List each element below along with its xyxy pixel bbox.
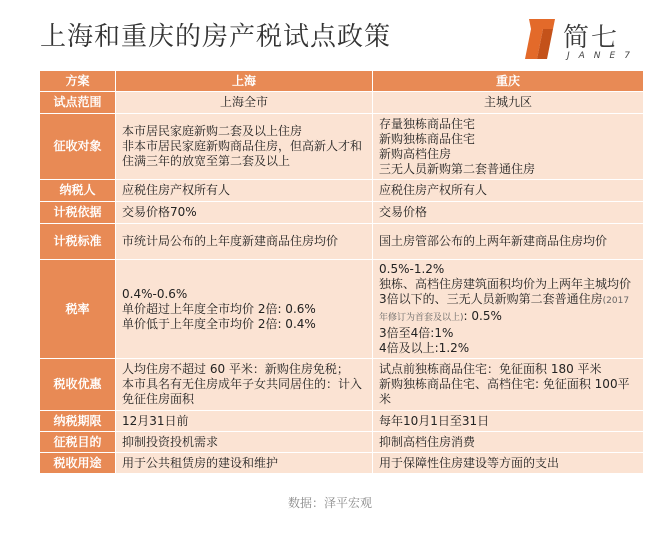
cell-text: 3倍至4倍:1% (379, 326, 454, 340)
source-note: 数据：泽平宏观 (287, 496, 372, 510)
shanghai-cell (116, 411, 373, 432)
shanghai-cell (116, 432, 373, 453)
cell-text: 国土房管部公布的上两年新建商品住房均价 (379, 234, 608, 248)
logo-main-text: 简七 (563, 23, 620, 53)
cell-text: 本市居民家庭新购二套及以上住房 (122, 124, 303, 138)
cell-text: 非本市居民家庭新购商品住房，但高新人才和住满三年的放宽至第二套及以上 (122, 139, 363, 168)
cell-text: 单价超过上年度全市均价 2倍: 0.6% (122, 301, 316, 316)
header-chongqing: 重庆 (373, 71, 644, 92)
logo-sub-text: JANE7 (567, 51, 639, 61)
chongqing-cell (373, 224, 644, 260)
shanghai-cell (116, 180, 373, 202)
cell-text: 存量独栋商品住宅 (379, 116, 476, 131)
chongqing-cell (373, 202, 644, 224)
cell-text (379, 277, 637, 326)
table-row (40, 453, 644, 474)
shanghai-cell (116, 359, 373, 411)
cell-text: 主城九区 (483, 95, 532, 109)
row-label: 税收用途 (40, 453, 116, 474)
cell-text: 用于公共租赁房的建设和维护 (122, 455, 279, 470)
shanghai-cell (116, 92, 373, 114)
shanghai-cell (116, 202, 373, 224)
row-label: 征收对象 (40, 114, 116, 180)
row-label: 纳税人 (40, 180, 116, 202)
table-row (40, 202, 644, 224)
cell-text: 交易价格 (379, 205, 428, 219)
policy-table (39, 70, 644, 474)
shanghai-cell (116, 453, 373, 474)
cell-text: 新购高档住房 (379, 146, 452, 161)
cell-text-part: : 0.5% (463, 309, 502, 323)
cell-text: 市统计局公布的上年度新建商品住房均价 (122, 234, 339, 248)
table-row (40, 411, 644, 432)
logo (523, 17, 643, 69)
cell-text: 应税住房产权所有人 (122, 183, 231, 197)
cell-text: 0.5%-1.2% (379, 262, 445, 276)
cell-text: 人均住房不超过 60 平米：新购住房免税； (122, 362, 349, 376)
cell-text: 用于保障性住房建设等方面的支出 (379, 455, 560, 470)
row-label: 计税依据 (40, 202, 116, 224)
cell-text: 抑制高档住房消费 (379, 434, 476, 449)
chongqing-cell (373, 114, 644, 180)
table-row (40, 180, 644, 202)
cell-note: (2017年修订为首套及以上) (379, 296, 630, 323)
row-label: 纳税期限 (40, 411, 116, 432)
shanghai-cell (116, 224, 373, 260)
table-row (40, 432, 644, 453)
cell-text: 新购独栋商品住宅、高档住宅: 免征面积 100平米 (379, 377, 630, 406)
cell-text: 本市具名有无住房成年子女共同居住的：计入免征住房面积 (122, 377, 363, 406)
header-shanghai: 上海 (116, 71, 373, 92)
cell-text-part: 独栋、高档住房建筑面积均价为上两年主城均价 3倍以下的、三无人员新购第二套普通住房 (379, 277, 632, 306)
cell-text: 抑制投资投机需求 (122, 434, 219, 449)
logo-mark-icon (523, 17, 559, 61)
chongqing-cell (373, 453, 644, 474)
cell-text: 应税住房产权所有人 (379, 183, 488, 197)
cell-text: 4倍及以上:1.2% (379, 341, 470, 355)
shanghai-cell (116, 260, 373, 359)
chongqing-cell (373, 359, 644, 411)
cell-text: 三无人员新购第二套普通住房 (379, 161, 536, 176)
cell-text: 新购独栋商品住宅 (379, 131, 476, 146)
table-row (40, 114, 644, 180)
cell-text: 交易价格70% (122, 205, 197, 219)
chongqing-cell (373, 411, 644, 432)
cell-text: 上海全市 (219, 95, 268, 109)
cell-text: 试点前独栋商品住宅：免征面积 180 平米 (379, 362, 602, 376)
table-row (40, 92, 644, 114)
chongqing-cell (373, 260, 644, 359)
row-label: 征税目的 (40, 432, 116, 453)
cell-text: 每年10月1日至31日 (379, 413, 490, 428)
row-label: 税率 (40, 260, 116, 359)
chongqing-cell (373, 180, 644, 202)
header-col0: 方案 (40, 71, 116, 92)
cell-text: 单价低于上年度全市均价 2倍: 0.4% (122, 316, 316, 331)
table-row (40, 359, 644, 411)
shanghai-cell (116, 114, 373, 180)
cell-text: 0.4%-0.6% (122, 286, 188, 301)
chongqing-cell (373, 432, 644, 453)
row-label: 试点范围 (40, 92, 116, 114)
cell-text: 12月31日前 (122, 413, 189, 428)
row-label: 计税标准 (40, 224, 116, 260)
chongqing-cell (373, 92, 644, 114)
table-row (40, 224, 644, 260)
page-title: 上海和重庆的房产税试点政策 (40, 22, 392, 52)
table-row (40, 260, 644, 359)
row-label: 税收优惠 (40, 359, 116, 411)
